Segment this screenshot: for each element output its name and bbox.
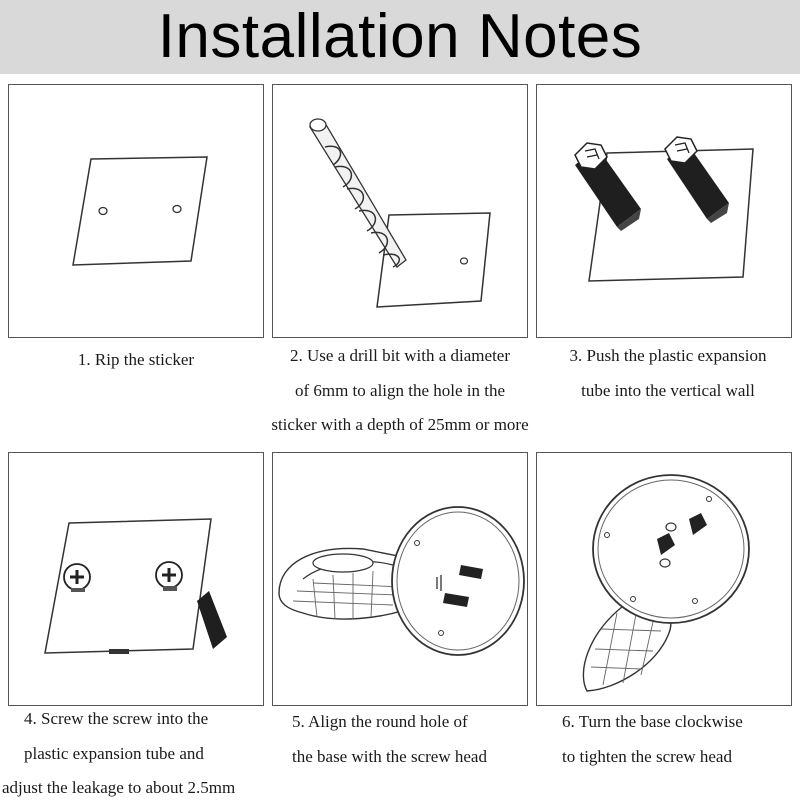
page-title: Installation Notes — [157, 2, 643, 71]
caption-line: adjust the leakage to about 2.5mm — [2, 778, 236, 797]
caption-line: 1. Rip the sticker — [77, 350, 195, 369]
caption-line: of 6mm to align the hole in the — [294, 380, 506, 400]
sticker-with-holes-icon — [9, 85, 265, 339]
step-6-panel — [536, 452, 792, 706]
base-turn-clockwise-icon — [537, 453, 793, 707]
step-5-caption — [272, 705, 544, 774]
caption-line: tube into the vertical wall — [581, 380, 755, 400]
step-6-caption — [540, 705, 796, 774]
title-bar — [0, 0, 800, 74]
step-5-panel — [272, 452, 528, 706]
step-4-caption — [0, 702, 268, 806]
caption-line: to tighten the screw head — [562, 746, 732, 766]
expansion-tubes-icon — [537, 85, 793, 339]
step-3-panel — [536, 84, 792, 338]
caption-line: plastic expansion tube and — [24, 743, 204, 763]
step-1-panel — [8, 84, 264, 338]
caption-line: 5. Align the round hole of — [292, 712, 468, 731]
step-1-caption — [8, 343, 264, 378]
step-3-caption — [540, 339, 796, 408]
drill-bit-icon — [273, 85, 529, 339]
round-base-align-icon — [273, 453, 529, 707]
caption-line: sticker with a depth of 25mm or more — [271, 415, 529, 434]
caption-line: 4. Screw the screw into the — [24, 709, 209, 728]
step-4-panel — [8, 452, 264, 706]
step-2-panel — [272, 84, 528, 338]
caption-line: 3. Push the plastic expansion — [569, 346, 767, 365]
screws-in-tubes-icon — [9, 453, 265, 707]
caption-line: 6. Turn the base clockwise — [562, 712, 743, 731]
caption-line: the base with the screw head — [292, 746, 487, 766]
caption-line: 2. Use a drill bit with a diameter — [290, 346, 510, 365]
step-2-caption — [232, 339, 568, 443]
